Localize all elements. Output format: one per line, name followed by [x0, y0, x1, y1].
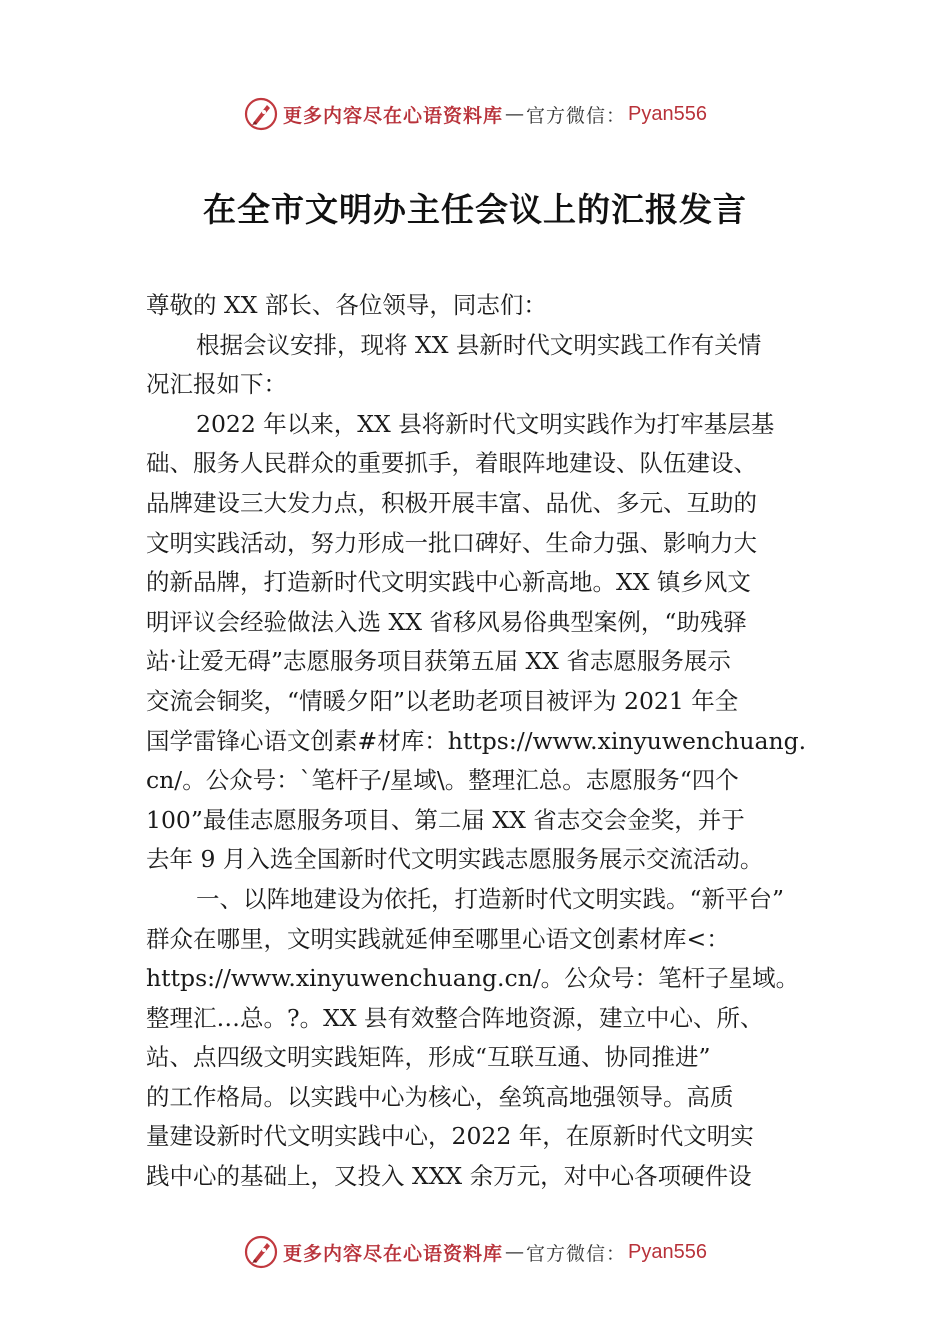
body-line: 明评议会经验做法入选 XX 省移风易俗典型案例，“助残驿 [146, 607, 747, 636]
brand-wechat-id: Pyan556 [628, 1240, 707, 1263]
body-line: 群众在哪里，文明实践就延伸至哪里心语文创素材库<： [146, 924, 730, 953]
body-line: 的工作格局。以实践中心为核心，垒筑高地强领导。高质 [146, 1082, 734, 1111]
brand-wechat-id: Pyan556 [628, 102, 707, 125]
body-line: 根据会议安排，现将 XX 县新时代文明实践工作有关情 [196, 330, 762, 359]
salutation-line: 尊敬的 XX 部长、各位领导，同志们： [146, 291, 547, 319]
brand-wechat-label: 官方微信： [526, 104, 627, 127]
section-heading-line: 一、以阵地建设为依托，打造新时代文明实践。“新平台” [196, 884, 785, 913]
body-line: cn/。公众号：`笔杆子/星域\。整理汇总。志愿服务“四个 [146, 766, 739, 795]
header-watermark [0, 94, 950, 134]
body-line: 础、服务人民群众的重要抓手，着眼阵地建设、队伍建设、 [146, 449, 757, 478]
brand-main-text: 更多内容尽在心语资料库 [283, 104, 504, 127]
body-line: 践中心的基础上，又投入 XXX 余万元，对中心各项硬件设 [146, 1162, 752, 1191]
body-line: 100”最佳志愿服务项目、第二届 XX 省志交会金奖，并于 [146, 805, 745, 834]
footer-watermark [0, 1232, 950, 1272]
body-line: 去年 9 月入选全国新时代文明实践志愿服务展示交流活动。 [146, 845, 764, 874]
body-line: 文明实践活动，努力形成一批口碑好、生命力强、影响力大 [146, 528, 757, 557]
body-line: 品牌建设三大发力点，积极开展丰富、品优、多元、互助的 [146, 488, 757, 517]
quill-logo-icon [243, 1234, 279, 1270]
body-line: https://www.xinyuwenchuang.cn/。公众号：笔杆子星域。 [146, 964, 800, 993]
body-line: 的新品牌，打造新时代文明实践中心新高地。XX 镇乡风文 [146, 568, 751, 597]
brand-separator: — [505, 1241, 525, 1263]
body-line: 况汇报如下： [146, 370, 287, 399]
document-title: 在全市文明办主任会议上的汇报发言 [203, 190, 747, 229]
body-line: 站·让爱无碍”志愿服务项目获第五届 XX 省志愿服务展示 [146, 647, 731, 676]
body-line: 国学雷锋心语文创素#材库：https://www.xinyuwenchuang. [146, 726, 807, 755]
body-line: 站、点四级文明实践矩阵，形成“互联互通、协同推进” [146, 1043, 711, 1072]
body-line: 2022 年以来，XX 县将新时代文明实践作为打牢基层基 [196, 409, 775, 438]
brand-main-text: 更多内容尽在心语资料库 [283, 1242, 504, 1265]
brand-separator: — [505, 103, 525, 125]
body-line: 整理汇…总。?。XX 县有效整合阵地资源，建立中心、所、 [146, 1003, 764, 1032]
brand-wechat-label: 官方微信： [526, 1242, 627, 1265]
document-body [146, 286, 812, 1197]
body-line: 量建设新时代文明实践中心，2022 年，在原新时代文明实 [146, 1122, 754, 1151]
body-line: 交流会铜奖，“情暖夕阳”以老助老项目被评为 2021 年全 [146, 686, 739, 715]
quill-logo-icon [243, 96, 279, 132]
